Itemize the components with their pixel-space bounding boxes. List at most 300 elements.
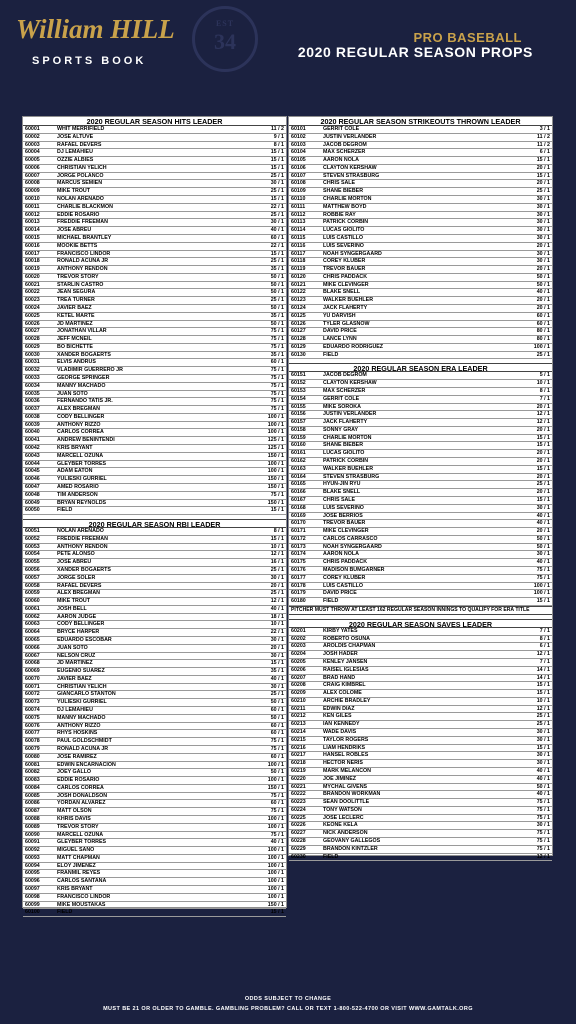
brand-subtitle: SPORTS BOOK xyxy=(32,55,147,67)
player-name: JOSE ALTUVE xyxy=(55,133,252,141)
player-name: ELVIS ANDRUS xyxy=(55,359,252,367)
table-row xyxy=(289,535,552,543)
table-row xyxy=(289,651,552,659)
table-row xyxy=(23,753,286,761)
rotation-number: 60039 xyxy=(23,421,55,429)
table-row xyxy=(23,351,286,359)
odds-value: 60 / 1 xyxy=(518,312,552,320)
odds-value: 20 / 1 xyxy=(518,473,552,481)
rotation-number: 60069 xyxy=(23,668,55,676)
rotation-number: 60074 xyxy=(23,707,55,715)
rotation-number: 60105 xyxy=(289,157,321,165)
odds-value: 15 / 1 xyxy=(252,196,286,204)
table-row xyxy=(289,837,552,845)
odds-value: 25 / 1 xyxy=(252,590,286,598)
table-row xyxy=(23,543,286,551)
player-name: FRANCISCO LINDOR xyxy=(55,893,252,901)
table-row xyxy=(23,823,286,831)
odds-value: 60 / 1 xyxy=(252,707,286,715)
odds-value: 35 / 1 xyxy=(252,312,286,320)
odds-value: 20 / 1 xyxy=(518,489,552,497)
rotation-number: 60202 xyxy=(289,635,321,643)
rotation-number: 60097 xyxy=(23,886,55,894)
table-row xyxy=(23,266,286,274)
rotation-number: 60059 xyxy=(23,590,55,598)
odds-value: 35 / 1 xyxy=(252,266,286,274)
table-row xyxy=(289,336,552,344)
player-name: WADE DAVIS xyxy=(321,729,518,737)
rotation-number: 60218 xyxy=(289,760,321,768)
rotation-number: 60210 xyxy=(289,697,321,705)
player-name: FIELD xyxy=(321,598,518,606)
odds-value: 100 / 1 xyxy=(252,854,286,862)
player-name: CHRIS PADDACK xyxy=(321,273,518,281)
odds-value: 12 / 1 xyxy=(518,853,552,861)
rotation-number: 60017 xyxy=(23,250,55,258)
rotation-number: 60073 xyxy=(23,699,55,707)
player-name: PETE ALONSO xyxy=(55,551,252,559)
table-row xyxy=(23,375,286,383)
rotation-number: 60009 xyxy=(23,188,55,196)
table-row xyxy=(23,730,286,738)
table-row xyxy=(289,211,552,219)
rotation-number: 60015 xyxy=(23,234,55,242)
table-row xyxy=(289,133,552,141)
odds-value: 50 / 1 xyxy=(252,273,286,281)
rotation-number: 60220 xyxy=(289,775,321,783)
odds-value: 15 / 1 xyxy=(518,598,552,606)
table-row xyxy=(23,769,286,777)
odds-value: 40 / 1 xyxy=(518,512,552,520)
odds-value: 40 / 1 xyxy=(518,791,552,799)
rotation-number: 60035 xyxy=(23,390,55,398)
table-row xyxy=(289,141,552,149)
table-row xyxy=(23,722,286,730)
table-row xyxy=(289,465,552,473)
odds-value: 7 / 1 xyxy=(518,659,552,667)
player-name: TREVOR STORY xyxy=(55,823,252,831)
player-name: FRANCISCO LINDOR xyxy=(55,250,252,258)
rotation-number: 60086 xyxy=(23,800,55,808)
rotation-number: 60052 xyxy=(23,535,55,543)
player-name: AARON NOLA xyxy=(321,157,518,165)
odds-value: 100 / 1 xyxy=(518,590,552,598)
table-row xyxy=(289,666,552,674)
table-row xyxy=(23,320,286,328)
table-row xyxy=(23,590,286,598)
player-name: BRANDON WORKMAN xyxy=(321,791,518,799)
table-row xyxy=(289,157,552,165)
rotation-number: 60121 xyxy=(289,281,321,289)
player-name: MIKE SOROKA xyxy=(321,403,518,411)
player-name: LUIS SEVERINO xyxy=(321,242,518,250)
rotation-number: 60028 xyxy=(23,336,55,344)
player-name: MATT CHAPMAN xyxy=(55,854,252,862)
rotation-number: 60030 xyxy=(23,351,55,359)
player-name: ROBERTO OSUNA xyxy=(321,635,518,643)
brand-name: William HILL xyxy=(16,14,175,44)
player-name: CHRIS PADDACK xyxy=(321,559,518,567)
table-row xyxy=(23,304,286,312)
william-hill-logo xyxy=(16,10,181,72)
table-row xyxy=(23,854,286,862)
player-name: GIANCARLO STANTON xyxy=(55,691,252,699)
table-row xyxy=(289,713,552,721)
player-name: TREA TURNER xyxy=(55,297,252,305)
rotation-number: 60177 xyxy=(289,574,321,582)
odds-value: 30 / 1 xyxy=(252,574,286,582)
table-row xyxy=(289,628,552,635)
rotation-number: 60065 xyxy=(23,637,55,645)
table-row xyxy=(23,312,286,320)
odds-value: 20 / 1 xyxy=(518,297,552,305)
player-name: MARCELL OZUNA xyxy=(55,831,252,839)
rotation-number: 60151 xyxy=(289,372,321,379)
player-name: EUGENIO SUAREZ xyxy=(55,668,252,676)
table-row xyxy=(289,806,552,814)
odds-value: 100 / 1 xyxy=(252,429,286,437)
odds-value: 16 / 1 xyxy=(252,559,286,567)
player-name: TIM ANDERSON xyxy=(55,491,252,499)
strikeouts-leader-title: 2020 REGULAR SEASON STRIKEOUTS THROWN LEADER xyxy=(289,117,552,126)
rotation-number: 60212 xyxy=(289,713,321,721)
rotation-number: 60225 xyxy=(289,814,321,822)
rotation-number: 60161 xyxy=(289,450,321,458)
player-name: JACOB DEGROM xyxy=(321,372,518,379)
odds-value: 20 / 1 xyxy=(518,450,552,458)
player-name: JOSH DONALDSON xyxy=(55,792,252,800)
player-name: MATTHEW BOYD xyxy=(321,203,518,211)
player-name: FIELD xyxy=(321,351,518,359)
player-name: JOSH BELL xyxy=(55,605,252,613)
table-row xyxy=(289,297,552,305)
player-name: SONNY GRAY xyxy=(321,426,518,434)
table-row xyxy=(23,901,286,909)
player-name: CHRIS SALE xyxy=(321,180,518,188)
table-row xyxy=(289,705,552,713)
odds-value: 30 / 1 xyxy=(518,504,552,512)
player-name: YULIESKI GURRIEL xyxy=(55,699,252,707)
odds-value: 25 / 1 xyxy=(252,172,286,180)
player-name: EDUARDO ESCOBAR xyxy=(55,637,252,645)
rotation-number: 60153 xyxy=(289,388,321,396)
rotation-number: 60018 xyxy=(23,258,55,266)
player-name: ALEX BREGMAN xyxy=(55,590,252,598)
odds-value: 15 / 1 xyxy=(252,660,286,668)
rotation-number: 60016 xyxy=(23,242,55,250)
player-name: RHYS HOSKINS xyxy=(55,730,252,738)
odds-value: 150 / 1 xyxy=(252,784,286,792)
odds-value: 60 / 1 xyxy=(518,320,552,328)
rotation-number: 60112 xyxy=(289,211,321,219)
table-row xyxy=(289,736,552,744)
player-name: JEFF MCNEIL xyxy=(55,336,252,344)
rotation-number: 60127 xyxy=(289,328,321,336)
table-row xyxy=(23,629,286,637)
player-name: JUSTIN VERLANDER xyxy=(321,411,518,419)
rotation-number: 60090 xyxy=(23,831,55,839)
right-panel xyxy=(288,116,553,860)
rotation-number: 60211 xyxy=(289,705,321,713)
table-row xyxy=(289,203,552,211)
rotation-number: 60010 xyxy=(23,196,55,204)
rotation-number: 60230 xyxy=(289,853,321,861)
table-row xyxy=(23,870,286,878)
page-category: PRO BASEBALL xyxy=(413,30,522,45)
odds-value: 100 / 1 xyxy=(252,468,286,476)
player-name: GLEYBER TORRES xyxy=(55,460,252,468)
table-row xyxy=(289,289,552,297)
player-name: JOSE BERRIOS xyxy=(321,512,518,520)
rotation-number: 60040 xyxy=(23,429,55,437)
odds-value: 12 / 1 xyxy=(518,411,552,419)
player-name: JONATHAN VILLAR xyxy=(55,328,252,336)
odds-value: 15 / 1 xyxy=(518,682,552,690)
odds-value: 18 / 1 xyxy=(252,613,286,621)
table-row xyxy=(23,675,286,683)
rotation-number: 60219 xyxy=(289,767,321,775)
odds-value: 8 / 1 xyxy=(252,528,286,535)
rotation-number: 60169 xyxy=(289,512,321,520)
rotation-number: 60089 xyxy=(23,823,55,831)
table-row xyxy=(23,714,286,722)
odds-value: 20 / 1 xyxy=(518,403,552,411)
rotation-number: 60108 xyxy=(289,180,321,188)
rotation-number: 60228 xyxy=(289,837,321,845)
rotation-number: 60026 xyxy=(23,320,55,328)
table-row xyxy=(289,180,552,188)
player-name: AMED ROSARIO xyxy=(55,483,252,491)
rotation-number: 60093 xyxy=(23,854,55,862)
odds-value: 25 / 1 xyxy=(518,713,552,721)
table-row xyxy=(289,149,552,157)
player-name: AARON NOLA xyxy=(321,551,518,559)
player-name: MAX SCHERZER xyxy=(321,149,518,157)
odds-value: 25 / 1 xyxy=(518,721,552,729)
odds-value: 150 / 1 xyxy=(252,901,286,909)
odds-value: 20 / 1 xyxy=(252,582,286,590)
rotation-number: 60007 xyxy=(23,172,55,180)
rotation-number: 60042 xyxy=(23,445,55,453)
table-row xyxy=(289,320,552,328)
table-row xyxy=(23,792,286,800)
odds-value: 60 / 1 xyxy=(252,359,286,367)
rotation-number: 60075 xyxy=(23,714,55,722)
odds-value: 30 / 1 xyxy=(518,211,552,219)
odds-value: 100 / 1 xyxy=(252,777,286,785)
odds-value: 11 / 2 xyxy=(518,133,552,141)
table-row xyxy=(289,481,552,489)
odds-value: 75 / 1 xyxy=(252,792,286,800)
odds-value: 25 / 1 xyxy=(252,566,286,574)
rotation-number: 60085 xyxy=(23,792,55,800)
odds-value: 30 / 1 xyxy=(252,652,286,660)
rotation-number: 60107 xyxy=(289,172,321,180)
player-name: JOSE ABREU xyxy=(55,559,252,567)
odds-value: 15 / 1 xyxy=(518,496,552,504)
table-row xyxy=(289,227,552,235)
rotation-number: 60154 xyxy=(289,395,321,403)
player-name: CHRISTIAN YELICH xyxy=(55,683,252,691)
rotation-number: 60109 xyxy=(289,188,321,196)
rotation-number: 60043 xyxy=(23,452,55,460)
odds-value: 7 / 1 xyxy=(518,395,552,403)
table-row xyxy=(23,421,286,429)
rotation-number: 60064 xyxy=(23,629,55,637)
table-row xyxy=(23,745,286,753)
table-row xyxy=(289,697,552,705)
era-leader-table xyxy=(289,372,552,605)
odds-value: 75 / 1 xyxy=(252,343,286,351)
player-name: ELOY JIMENEZ xyxy=(55,862,252,870)
table-row xyxy=(23,413,286,421)
player-name: MARCUS SEMIEN xyxy=(55,180,252,188)
table-row xyxy=(23,297,286,305)
rotation-number: 60023 xyxy=(23,297,55,305)
odds-value: 20 / 1 xyxy=(518,458,552,466)
player-name: TREVOR BAUER xyxy=(321,266,518,274)
player-name: DJ LEMAHIEU xyxy=(55,707,252,715)
table-row xyxy=(23,336,286,344)
table-row xyxy=(289,380,552,388)
table-row xyxy=(289,752,552,760)
rotation-number: 60012 xyxy=(23,211,55,219)
player-name: ALEX COLOME xyxy=(321,690,518,698)
player-name: JACOB DEGROM xyxy=(321,141,518,149)
odds-value: 75 / 1 xyxy=(518,806,552,814)
player-name: KEONE KELA xyxy=(321,822,518,830)
odds-value: 125 / 1 xyxy=(252,437,286,445)
table-row xyxy=(289,504,552,512)
table-row xyxy=(289,426,552,434)
player-name: WHIT MERRIFIELD xyxy=(55,126,252,133)
player-name: STEVEN STRASBURG xyxy=(321,172,518,180)
rotation-number: 60038 xyxy=(23,413,55,421)
table-row xyxy=(289,830,552,838)
player-name: JOSE RAMIREZ xyxy=(55,753,252,761)
odds-value: 20 / 1 xyxy=(518,426,552,434)
player-name: TREVOR BAUER xyxy=(321,520,518,528)
odds-value: 100 / 1 xyxy=(252,893,286,901)
table-row xyxy=(23,141,286,149)
table-row xyxy=(289,767,552,775)
player-name: CODY BELLINGER xyxy=(55,621,252,629)
rotation-number: 60158 xyxy=(289,426,321,434)
player-name: CODY BELLINGER xyxy=(55,413,252,421)
odds-value: 6 / 1 xyxy=(518,149,552,157)
table-row xyxy=(289,520,552,528)
hits-leader-table xyxy=(23,126,286,515)
odds-value: 30 / 1 xyxy=(518,736,552,744)
odds-value: 75 / 1 xyxy=(252,328,286,336)
odds-value: 75 / 1 xyxy=(518,837,552,845)
rotation-number: 60104 xyxy=(289,149,321,157)
rotation-number: 60221 xyxy=(289,783,321,791)
rotation-number: 60096 xyxy=(23,878,55,886)
player-name: JACK FLAHERTY xyxy=(321,304,518,312)
table-row xyxy=(23,242,286,250)
odds-value: 7 / 1 xyxy=(518,628,552,635)
player-name: TREVOR STORY xyxy=(55,273,252,281)
player-name: MADISON BUMGARNER xyxy=(321,566,518,574)
rotation-number: 60175 xyxy=(289,559,321,567)
table-row xyxy=(23,528,286,535)
rotation-number: 60122 xyxy=(289,289,321,297)
player-name: BLAKE SNELL xyxy=(321,489,518,497)
table-row xyxy=(23,164,286,172)
rotation-number: 60163 xyxy=(289,465,321,473)
player-name: BRANDON KINTZLER xyxy=(321,845,518,853)
odds-value: 15 / 1 xyxy=(252,507,286,515)
player-name: AARON JUDGE xyxy=(55,613,252,621)
table-row xyxy=(23,234,286,242)
odds-value: 50 / 1 xyxy=(252,281,286,289)
table-row xyxy=(23,452,286,460)
table-row xyxy=(23,196,286,204)
player-name: MOOKIE BETTS xyxy=(55,242,252,250)
rotation-number: 60048 xyxy=(23,491,55,499)
rotation-number: 60113 xyxy=(289,219,321,227)
table-row xyxy=(23,808,286,816)
rotation-number: 60172 xyxy=(289,535,321,543)
odds-value: 60 / 1 xyxy=(252,800,286,808)
table-row xyxy=(289,814,552,822)
odds-value: 14 / 1 xyxy=(518,674,552,682)
odds-value: 30 / 1 xyxy=(518,196,552,204)
rotation-number: 60091 xyxy=(23,839,55,847)
player-name: KRIS BRYANT xyxy=(55,445,252,453)
rotation-number: 60165 xyxy=(289,481,321,489)
odds-value: 40 / 1 xyxy=(518,559,552,567)
odds-value: 30 / 1 xyxy=(518,219,552,227)
odds-value: 100 / 1 xyxy=(252,823,286,831)
table-row xyxy=(23,644,286,652)
odds-value: 25 / 1 xyxy=(518,188,552,196)
rotation-number: 60004 xyxy=(23,149,55,157)
odds-value: 100 / 1 xyxy=(252,761,286,769)
odds-value: 50 / 1 xyxy=(252,699,286,707)
player-name: DAVID PRICE xyxy=(321,328,518,336)
rotation-number: 60095 xyxy=(23,870,55,878)
odds-value: 15 / 1 xyxy=(518,465,552,473)
player-name: BO BICHETTE xyxy=(55,343,252,351)
table-row xyxy=(23,683,286,691)
rotation-number: 60019 xyxy=(23,266,55,274)
odds-value: 8 / 1 xyxy=(518,635,552,643)
odds-value: 30 / 1 xyxy=(518,234,552,242)
odds-value: 15 / 1 xyxy=(518,690,552,698)
header xyxy=(0,0,576,110)
player-name: AROLDIS CHAPMAN xyxy=(321,643,518,651)
odds-value: 100 / 1 xyxy=(518,582,552,590)
rotation-number: 60217 xyxy=(289,752,321,760)
odds-value: 12 / 1 xyxy=(252,598,286,606)
player-name: XANDER BOGAERTS xyxy=(55,351,252,359)
table-row xyxy=(289,674,552,682)
odds-value: 15 / 1 xyxy=(518,434,552,442)
rotation-number: 60024 xyxy=(23,304,55,312)
table-row xyxy=(23,699,286,707)
player-name: CHRISTIAN YELICH xyxy=(55,164,252,172)
odds-value: 75 / 1 xyxy=(518,566,552,574)
rotation-number: 60216 xyxy=(289,744,321,752)
strikeouts-leader-table xyxy=(289,126,552,359)
table-row xyxy=(23,258,286,266)
rotation-number: 60224 xyxy=(289,806,321,814)
rotation-number: 60006 xyxy=(23,164,55,172)
odds-value: 75 / 1 xyxy=(252,738,286,746)
gambling-disclaimer: MUST BE 21 OR OLDER TO GAMBLE. GAMBLING PROBLEM? CALL OR TEXT 1-800-522-4700 OR VISIT WWW.GAMTALK.ORG xyxy=(103,1006,473,1012)
